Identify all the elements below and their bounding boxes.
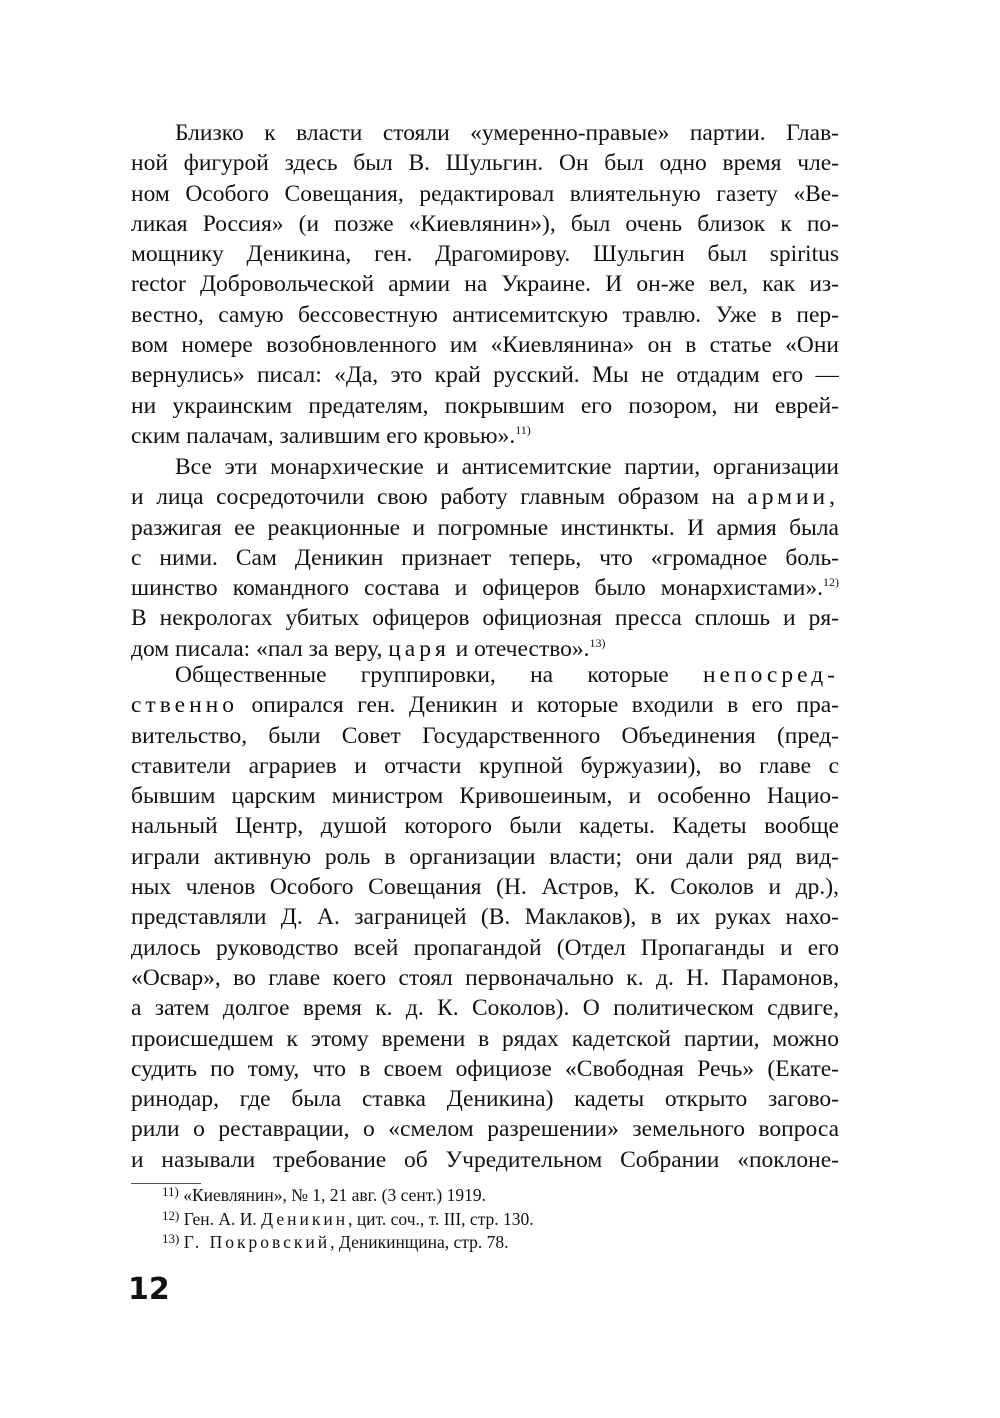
text-line: судить по тому, что в своем официозе «Свободная Речь» (Екате- [131,1055,839,1082]
text-line [131,482,839,512]
text-line [131,660,839,690]
text-segment: опирался ген. Деникин и которые входили в его пра- [251,692,839,719]
spaced-word: армии, [747,484,839,511]
text-line: «Освар», во главе коего стоял первоначально к. д. Н. Парамонов, [131,964,839,991]
footnote-spaced: Г. Покровский [183,1232,331,1252]
text-line: играли активную роль в организации власти; они дали ряд вид- [131,843,839,870]
text-segment: дом писала: «пал за веру, [131,635,389,662]
text-segment: шинство командного состава и офицеров было монархистами». [131,575,823,602]
paragraph-3 [131,660,839,1175]
text-line: Близко к власти стояли «умеренно-правые» партии. Глав- [175,120,839,146]
text-line: мощнику Деникина, ген. Драгомирову. Шульгин был spiritus [131,241,839,268]
text-line: вом номере возобновленного им «Киевлянина» он в статье «Они [131,332,839,359]
text-line: бывшим царским министром Кривошеиным, и особенно Нацио- [131,783,839,810]
text-line: дилось руководство всей пропагандой (Отдел Пропаганды и его [131,934,839,961]
footnote-ref-12: 12) [823,575,839,590]
footnote-ref-13: 13) [589,635,606,650]
text-line: ном Особого Совещания, редактировал влиятельную газету «Ве- [131,180,839,207]
footnote-ref-11: 11) [515,422,531,437]
text-line: представляли Д. А. заграницей (В. Маклаков), в их руках нахо- [131,904,839,931]
text-line [131,573,839,603]
text-line: нальный Центр, душой которого были кадеты. Кадеты вообще [131,813,839,840]
text-line: рили о реставрации, о «смелом разрешении» земельного вопроса [131,1116,839,1143]
spaced-word: царя [388,635,450,662]
footnote-mark: 12) [162,1208,180,1223]
text-line: rector Добровольческой армии на Украине. И он-же вел, как из- [131,271,839,298]
footnote-mark: 11) [162,1184,179,1199]
text-line: ни украинским предателям, покрывшим его позором, ни еврей- [131,392,839,419]
footnote-mark: 13) [162,1231,180,1246]
text-line: а затем долгое время к. д. К. Соколов). О политическом сдвиге, [131,995,839,1022]
text-segment: и лица сосредоточили свою работу главным образом на [131,484,748,511]
spaced-word: ственно [131,692,238,719]
footnote-text: Ген. А. И. [183,1209,262,1229]
page-number: 12 [128,1272,170,1307]
spaced-word: непосред- [702,662,839,688]
text-line: разжигая ее реакционные и погромные инстинкты. И армия была [131,514,839,541]
footnote-text: , Деникинщина, стр. 78. [330,1232,509,1252]
text-line: Все эти монархические и антисемитские партии, организации [175,454,839,480]
footnote-spaced: Деникин [261,1209,349,1229]
footnote-13 [162,1227,509,1254]
text-segment: и отечество». [449,635,590,662]
text-line: ных членов Особого Совещания (Н. Астров, К. Соколов и др.), [131,874,839,901]
text-line: происшедшем к этому времени в рядах кадетской партии, можно [131,1025,839,1052]
text-line: ринодар, где была ставка Деникина) кадеты открыто загово- [131,1086,839,1113]
text-line: ной фигурой здесь был В. Шульгин. Он был одно время чле- [131,150,839,177]
text-line: ликая Россия» (и позже «Киевлянин»), был очень близок к по- [131,210,839,237]
text-line: с ними. Сам Деникин признает теперь, что «громадное боль- [131,544,839,571]
text-line: В некрологах убитых офицеров официозная пресса сплошь и ря- [131,605,839,632]
text-line [131,690,839,720]
text-line: вернулись» писал: «Да, это край русский. Мы не отдадим его — [131,362,839,389]
text-line: ставители аграриев и отчасти крупной буржуазии), во главе с [131,752,839,779]
text-line [131,421,839,451]
paragraph-1 [131,118,839,451]
text-segment: ским палачам, залившим его кровью». [131,422,516,449]
paragraph-2 [131,452,839,664]
text-line: вительство, были Совет Государственного Объединения (пред- [131,722,839,749]
text-segment: Общественные группировки, на которые [175,662,703,688]
footnote-text: , цит. соч., т. III, стр. 130. [348,1209,534,1229]
text-line: вестно, самую бессовестную антисемитскую травлю. Уже в пер- [131,301,839,328]
footnote-11 [162,1180,486,1207]
text-line: и называли требование об Учредительном Собрании «поклоне- [131,1146,839,1173]
footnote-text: «Киевлянин», № 1, 21 авг. (3 сент.) 1919. [183,1185,486,1205]
